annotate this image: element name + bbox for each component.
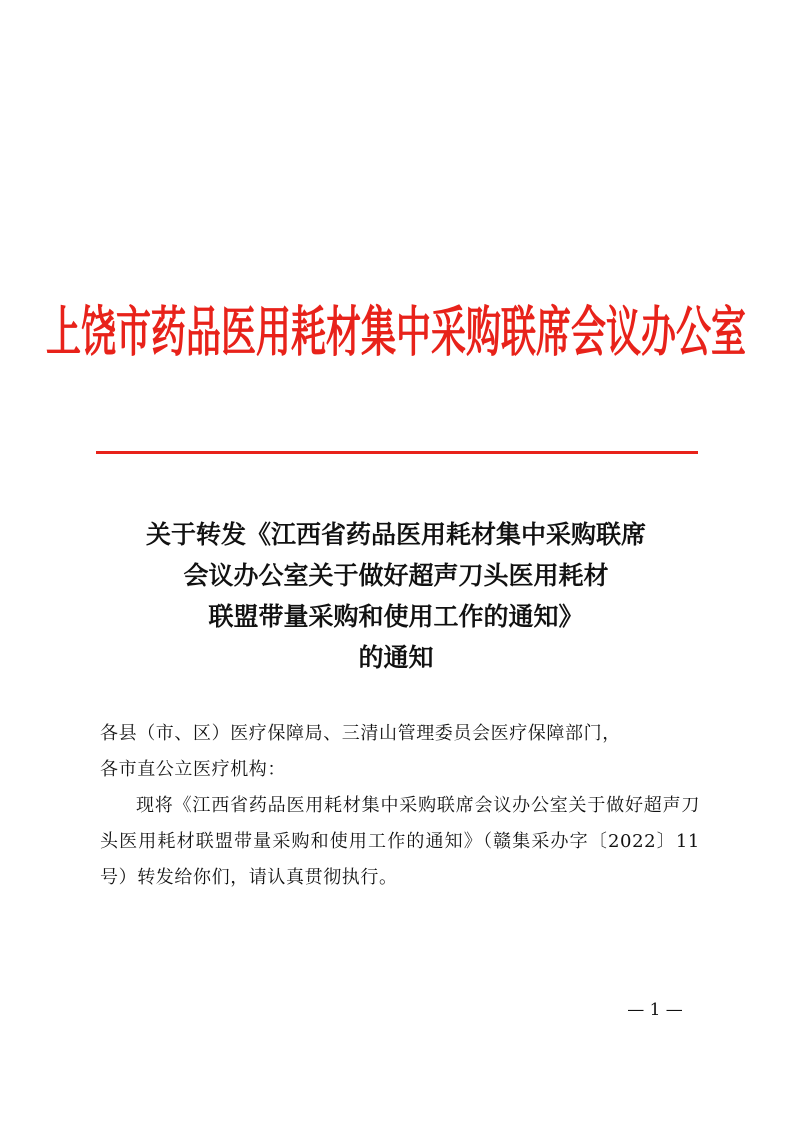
notice-title-line-4: 的通知: [358, 643, 434, 672]
notice-body: [100, 716, 700, 896]
notice-title-line-3: 联盟带量采购和使用工作的通知》: [208, 602, 584, 631]
addressee-line-2: 各市直公立医疗机构：: [100, 759, 286, 780]
addressee-line-1: 各县（市、区）医疗保障局、三清山管理委员会医疗保障部门，: [100, 723, 621, 744]
body-paragraph: 现将《江西省药品医用耗材集中采购联席会议办公室关于做好超声刀头医用耗材联盟带量采购和使用工作的通知》（赣集采办字〔2022〕11号）转发给你们，请认真贯彻执行。: [100, 795, 700, 888]
notice-title-line-1: 关于转发《江西省药品医用耗材集中采购联席: [145, 520, 646, 549]
page-number: — 1 —: [627, 1000, 683, 1020]
notice-title-line-2: 会议办公室关于做好超声刀头医用耗材: [183, 561, 609, 590]
masthead-title: 上饶市药品医用耗材集中采购联席会议办公室: [46, 301, 747, 365]
red-divider-line: [96, 451, 698, 454]
red-masthead: [46, 290, 747, 368]
notice-title: [90, 514, 702, 678]
